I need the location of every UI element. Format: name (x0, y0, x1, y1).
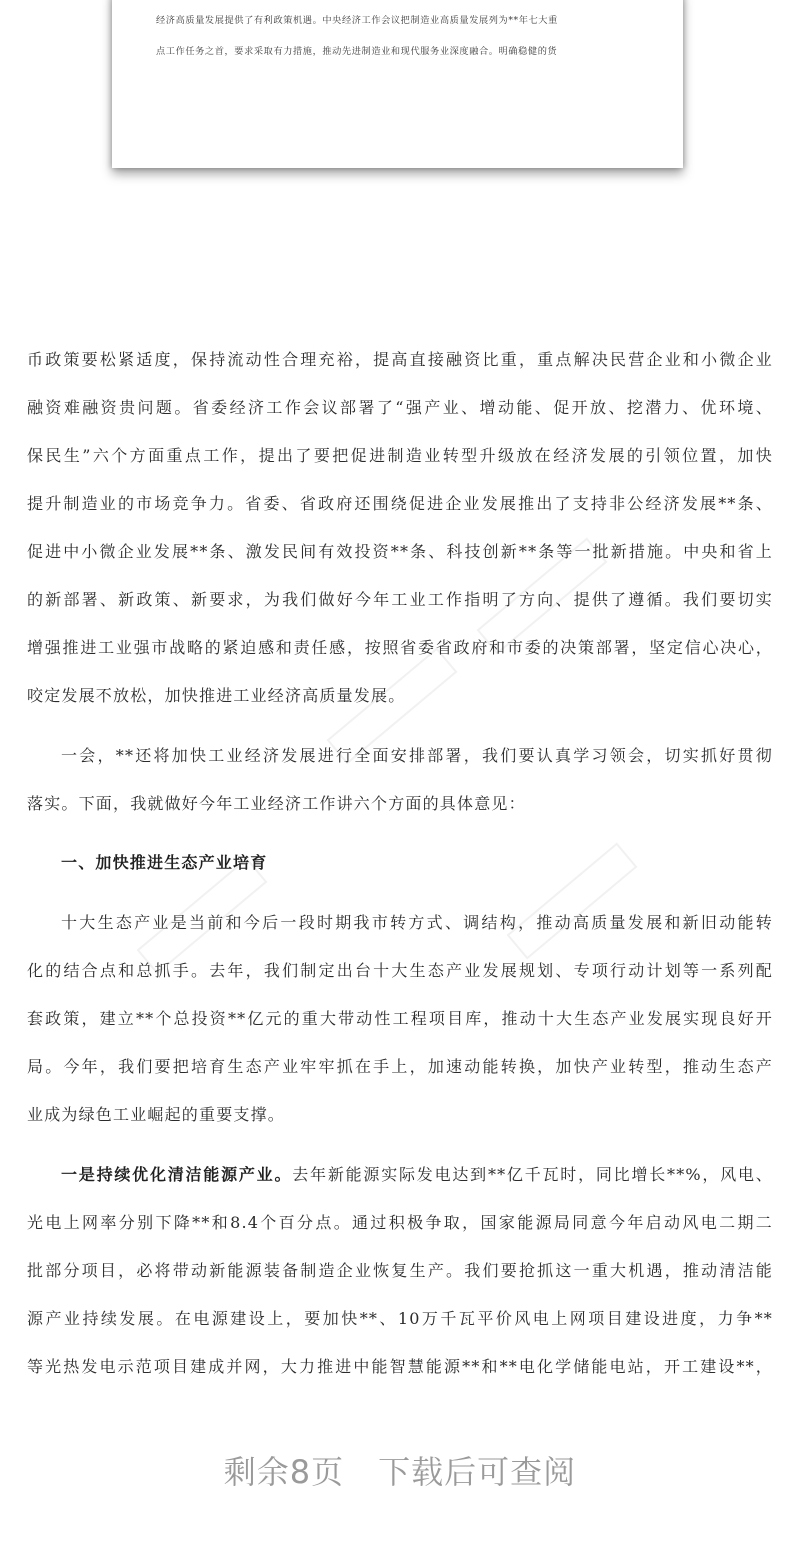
paragraph-line: 等光热发电示范项目建成并网，大力推进中能智慧能源**和**电化学储能电站，开工建设**， (27, 1357, 773, 1376)
preview-line-2: 点工作任务之首，要求采取有力措施，推动先进制造业和现代服务业深度融合。明确稳健的货 (156, 46, 558, 57)
remaining-pages-label: 剩余8页 (223, 1453, 345, 1491)
paragraph-line: 咬定发展不放松，加快推进工业经济高质量发展。 (27, 686, 406, 705)
paragraph-line: 保民生”六个方面重点工作，提出了要把促进制造业转型升级放在经济发展的引领位置，加快 (27, 446, 773, 465)
paragraph-line: 化的结合点和总抓手。去年，我们制定出台十大生态产业发展规划、专项行动计划等一系列配 (27, 961, 773, 980)
paragraph-line: 落实。下面，我就做好今年工业经济工作讲六个方面的具体意见： (27, 794, 526, 813)
paragraph-line: 源产业持续发展。在电源建设上，要加快**、10万千瓦平价风电上网项目建设进度，力争** (27, 1309, 773, 1328)
paragraph-line: 增强推进工业强市战略的紧迫感和责任感，按照省委省政府和市委的决策部署，坚定信心决心， (27, 638, 773, 657)
paragraph-line: 的新部署、新政策、新要求，为我们做好今年工业工作指明了方向、提供了遵循。我们要切实 (27, 590, 773, 609)
paragraph-line: 提升制造业的市场竞争力。省委、省政府还围绕促进企业发展推出了支持非公经济发展**条、 (27, 494, 773, 513)
document-body (27, 0, 775, 1440)
section-heading: 一、加快推进生态产业培育 (61, 853, 268, 872)
preview-line-1: 经济高质量发展提供了有利政策机遇。中央经济工作会议把制造业高质量发展列为**年七大重 (156, 15, 558, 26)
paragraph-line: 套政策，建立**个总投资**亿元的重大带动性工程项目库，推动十大生态产业发展实现良好开 (27, 1009, 773, 1028)
paragraph-line: 一会，**还将加快工业经济发展进行全面安排部署，我们要认真学习领会，切实抓好贯彻 (61, 746, 773, 765)
paragraph-text: 去年新能源实际发电达到**亿千瓦时，同比增长**%，风电、 (292, 1165, 773, 1184)
subsection-lead: 一是持续优化清洁能源产业。 (61, 1165, 293, 1184)
paragraph-line: 促进中小微企业发展**条、激发民间有效投资**条、科技创新**条等一批新措施。中央和省上 (27, 542, 773, 561)
paragraph-line: 业成为绿色工业崛起的重要支撑。 (27, 1105, 286, 1124)
paragraph-line: 币政策要松紧适度，保持流动性合理充裕，提高直接融资比重，重点解决民营企业和小微企业 (27, 350, 773, 369)
download-to-view-label: 下载后可查阅 (378, 1453, 577, 1491)
paragraph-line: 光电上网率分别下降**和8.4个百分点。通过积极争取，国家能源局同意今年启动风电二期二 (27, 1213, 773, 1232)
paragraph-line: 局。今年，我们要把培育生态产业牢牢抓在手上，加速动能转换，加快产业转型，推动生态产 (27, 1057, 773, 1076)
download-prompt[interactable] (0, 1447, 800, 1493)
paragraph-line (61, 1162, 773, 1185)
paragraph-line: 批部分项目，必将带动新能源装备制造企业恢复生产。我们要抢抓这一重大机遇，推动清洁能 (27, 1261, 773, 1280)
paragraph-line: 十大生态产业是当前和今后一段时期我市转方式、调结构，推动高质量发展和新旧动能转 (61, 913, 773, 932)
paragraph-line: 融资难融资贵问题。省委经济工作会议部署了“强产业、增动能、促开放、挖潜力、优环境、 (27, 398, 773, 417)
